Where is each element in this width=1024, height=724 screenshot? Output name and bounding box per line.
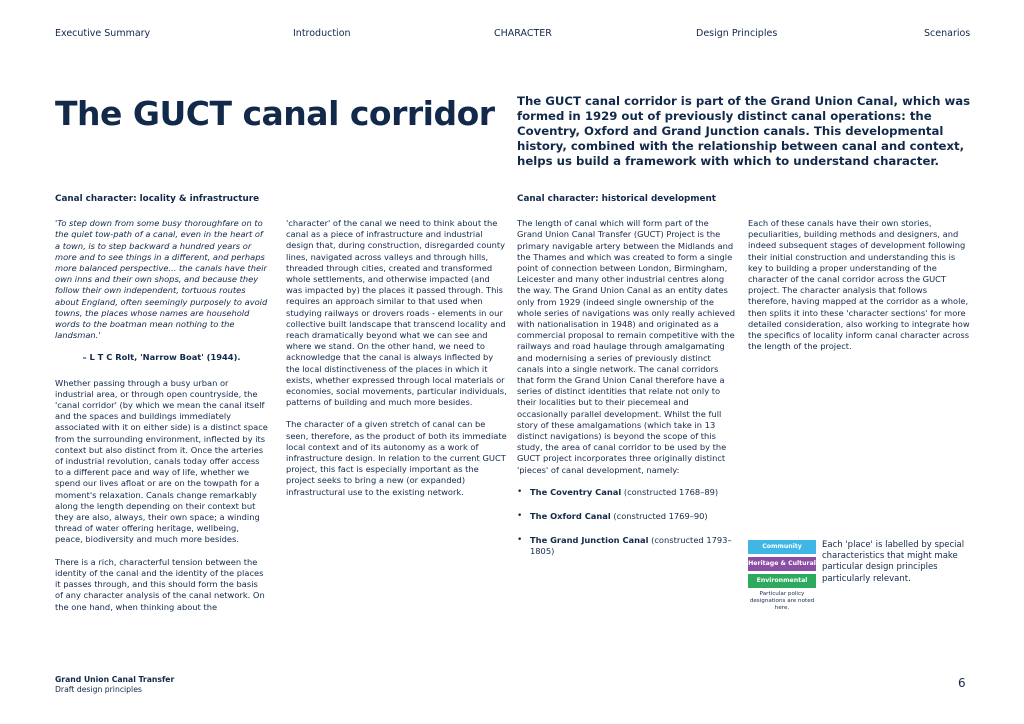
tag-community: Community: [748, 540, 816, 554]
list-item: [517, 487, 735, 498]
page-number: 6: [958, 676, 966, 690]
footer-subtitle: Draft design principles: [55, 685, 142, 694]
nav-character[interactable]: CHARACTER: [494, 28, 552, 39]
canal-list: [517, 487, 735, 558]
list-item: [517, 535, 735, 557]
place-legend: [748, 540, 816, 612]
quote-citation: – L T C Rolt, 'Narrow Boat' (1944).: [82, 352, 241, 363]
tag-environmental: Environmental: [748, 574, 816, 588]
legend-description: Each 'place' is labelled by special characteristics that might make particular design principles particularly relevant.: [822, 540, 965, 584]
footer: [55, 675, 174, 695]
locality-paragraph-4: The character of a given stretch of canal can be seen, therefore, as the product of both its immediate local context and of its autonomy as a work of infrastructure design. In relation to the current GUCT project, this fact is especially important as the project seeks to bring a new (or expanded) infrastructural use to the existing network.: [286, 419, 507, 497]
tag-heritage-cultural: Heritage & Cultural: [748, 557, 816, 571]
nav-scenarios[interactable]: Scenarios: [924, 28, 971, 39]
nav-design-principles[interactable]: Design Principles: [696, 28, 778, 39]
canal-name: The Oxford Canal: [530, 511, 611, 522]
locality-paragraph-2: There is a rich, characterful tension between the identity of the canal and the identity of the places it passes through, and this should form the basis of any character analysis of the canal network. On the one hand, when thinking about the: [55, 556, 265, 612]
top-navigation: [55, 28, 969, 42]
list-item: [517, 511, 735, 522]
intro-paragraph: The GUCT canal corridor is part of the Grand Union Canal, which was formed in 1929 out of previously distinct canal operations: the Coventry, Oxford and Grand Junction canals. This developmental history, combined with the relationship between canal and context, helps us build a framework with which to understand character.: [517, 94, 971, 168]
section-heading-historical: Canal character: historical development: [517, 194, 716, 204]
locality-paragraph-1: Whether passing through a busy urban or industrial area, or through open countryside, the 'canal corridor' (by which we mean the canal itself and the spaces and buildings immediately associated with it on either side) is a distinct space from the surrounding environment, inflected by its context but also distinct from it. Once the arteries of industrial revolution, canals today offer access to a different pace and way of life, whether we spend our lives afloat or are on the towpath for a moment's relaxation. Canals change remarkably along the length depending on their context but they are also, always, their own space; a winding thread of water offering heritage, wellbeing, peace, biodiversity and much more besides.: [55, 377, 268, 545]
nav-executive-summary[interactable]: Executive Summary: [55, 28, 151, 39]
column-historical: [517, 194, 735, 571]
section-heading-locality: Canal character: locality & infrastructure: [55, 194, 260, 204]
canal-dates: (constructed 1768–89): [621, 486, 719, 497]
column-locality: [55, 194, 268, 624]
column-historical-continued: [748, 218, 970, 363]
legend-note: Particular policy designations are noted here.: [749, 591, 815, 611]
historical-paragraph-2: Each of these canals have their own stories, peculiarities, building methods and designers, and indeed subsequent stages of development following their initial construction and understanding this is key to building a proper understanding of the character of the canal corridor across the GUCT project. The character analysis that follows therefore, having mapped at the corridor as a whole, then splits it into these 'character sections' for more detailed consideration, also working to integrate how the specifics of locality inform canal character across the length of the project.: [748, 218, 970, 352]
canal-name: The Coventry Canal: [530, 486, 622, 497]
canal-dates: (constructed 1793–1805): [530, 535, 732, 557]
historical-paragraph-1: The length of canal which will form part of the Grand Union Canal Transfer (GUCT) Project is the primary navigable artery between the Midlands and the Thames and which was created to form a single point of connection between London, Birmingham, Leicester and many other industrial centres along the way. The Grand Union Canal as an entity dates only from 1929 (indeed single ownership of the whole series of navigations was only really achieved with nationalisation in 1948) and originated as a commercial proposal to remain competitive with the railways and road haulage through amalgamating and modernising a series of previously distinct canals into a single network. The canal corridors that form the Grand Union Canal therefore have a series of distinct identities that relate not only to their localities but to their piecemeal and occasionally parallel development. Whilst the full story of these amalgamations (which take in 13 distinct navigations) is beyond the scope of this study, the area of canal corridor to be used by the GUCT project incorporates three originally distinct 'pieces' of canal development, namely:: [517, 218, 735, 475]
footer-project-name: Grand Union Canal Transfer: [55, 675, 175, 684]
canal-name: The Grand Junction Canal: [530, 535, 649, 546]
locality-paragraph-3: 'character' of the canal we need to think about the canal as a piece of infrastructure and industrial design that, during construction, disregarded county lines, navigated across valleys and through hills, threaded through cities, created and transformed whole settlements, and otherwise impacted (and was impacted by) the places it passed through. This requires an approach similar to that used when studying railways or drovers roads - elements in our collective built landscape that transcend locality and reach dramatically beyond what we can see and where we stand. On the other hand, we need to acknowledge that the canal is always inflected by the local distinctiveness of the places in which it exists, whether expressed through local materials or economies, social movements, particular individuals, patterns of building and much more besides.: [286, 218, 507, 408]
nav-introduction[interactable]: Introduction: [293, 28, 351, 39]
rolt-quote: 'To step down from some busy thoroughfare on to the quiet tow-path of a canal, even in the heart of a town, is to step backward a hundred years or more and to see things in a different, and perhaps more balanced perspective... the canals have their own inns and their own shops, and because they follow their own independent, tortuous routes about England, often seemingly purposely to avoid towns, the places whose names are household words to the boatman mean nothing to the landsman.': [55, 218, 268, 341]
page-title: The GUCT canal corridor: [55, 94, 495, 133]
canal-dates: (constructed 1769–90): [610, 511, 708, 522]
column-locality-continued: [286, 218, 507, 509]
